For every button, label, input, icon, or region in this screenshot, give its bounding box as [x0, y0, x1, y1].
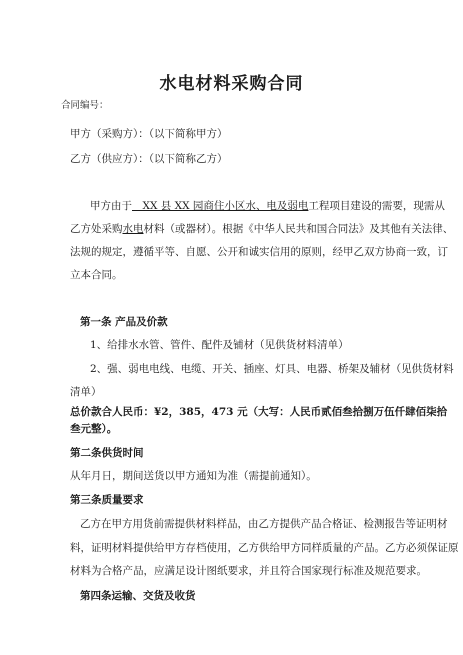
contract-number-label: 合同编号： [61, 100, 109, 111]
article-3-line-2: 料，证明材料提供给甲方存档使用，乙方供给甲方同样质量的产品。乙方必须保证原 [70, 542, 459, 554]
article-3-heading: 第三条质量要求 [70, 494, 144, 506]
material-type: 水电 [122, 223, 144, 235]
total-price-line-1: 总价款合人民币：¥2，385，473 元（大写：人民币贰佰叁拾捌万伍仟肆佰柒拾 [70, 406, 448, 418]
article-1-item-1: 1、给排水水管、管件、配件及铺材（见供货材料清单） [90, 339, 349, 351]
article-4-heading: 第四条运输、交货及收货 [80, 590, 196, 602]
article-2-text: 从年月日，期间送货以甲方通知为准（需提前通知）。 [70, 470, 317, 482]
article-3-line-3: 材料为合格产品，应满足设计图纸要求，并且符合国家现行标准及规范要求。 [70, 565, 427, 577]
party-a-line: 甲方（采购方）：（以下简称甲方） [70, 128, 228, 140]
party-b-line: 乙方（供应方）：（以下简称乙方） [70, 153, 228, 165]
total-price-line-2: 叁元整）。 [70, 423, 118, 435]
intro-line-2-post: 材料（或器材）。根据《中华人民共和国合同法》及其他有关法律、 [143, 223, 454, 235]
article-1-item-2-cont: 清单） [70, 386, 102, 398]
intro-line-1 [90, 199, 445, 213]
article-2-heading: 第二条供货时间 [70, 447, 144, 459]
intro-line-3: 法规的规定，遵循平等、自愿、公开和诚实信用的原则，经甲乙双方协商一致，订 [70, 246, 448, 258]
intro-line-1-pre: 甲方由于 [90, 200, 132, 212]
intro-line-2 [70, 222, 453, 236]
intro-line-4: 立本合同。 [70, 269, 123, 281]
article-3-line-1: 乙方在甲方用货前需提供材料样品，由乙方提供产品合格证、检测报告等证明材 [80, 518, 448, 530]
intro-line-1-post: 工程项目建设的需要，现需从 [308, 200, 445, 212]
article-1-item-2: 2、强、弱电电线、电缆、开关、插座、灯具、电器、桥架及辅材（见供货材料 [90, 363, 454, 375]
document-title: 水电材料采购合同 [159, 74, 304, 94]
project-name: XX 县 XX 园商住小区水、电及弱电 [132, 200, 309, 212]
article-1-heading: 第一条 产品及价款 [80, 316, 168, 328]
intro-line-2-pre: 乙方处采购 [70, 223, 123, 235]
